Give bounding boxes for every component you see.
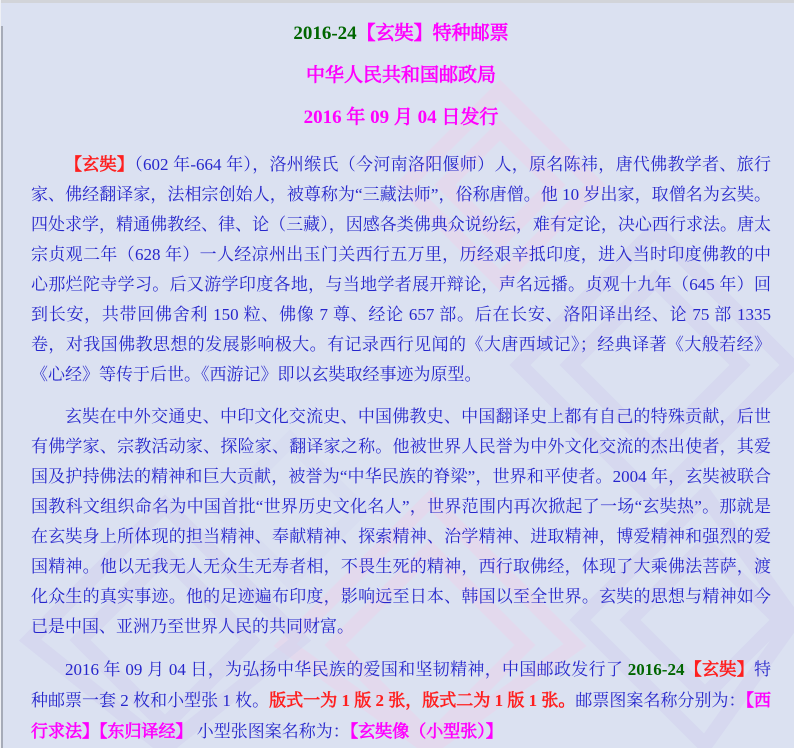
intro-paragraph <box>31 150 776 390</box>
text-segment: 【玄奘像（小型张）】 <box>349 722 503 741</box>
text-segment: 特种邮票一套 2 枚和小型张 1 枚。 <box>31 660 772 710</box>
text-segment: 【玄奘】特种邮票 <box>356 23 509 44</box>
text-segment: 版式一为 1 版 2 张，版式二为 1 版 1 张。 <box>269 691 576 710</box>
text-segment: 【西行求法】【东归译经】 <box>31 691 772 741</box>
text-segment: 中华人民共和国邮政局 <box>305 65 496 86</box>
text-segment: 2016-24 <box>293 23 357 44</box>
title-line-date <box>31 108 771 128</box>
issue-paragraph <box>31 654 771 747</box>
text-segment: （602 年-664 年），洛州缑氏（今河南洛阳偃师）人，原名陈祎，唐代佛教学者、旅行家、佛经翻译家，法相宗创始人，被尊称为“三藏法师”，俗称唐僧。他 10 岁出家，取僧名为玄奘。四处求学，精通佛教经、律、论（三藏），因感各类佛典众说纷纭，难有定论，决心西行求法。唐太宗贞观二年（628 年）一人经凉州出玉门关西行五万里，历经艰辛抵印度，进入当时印度佛教的中心那烂陀寺学习。后又游学印度各地，与当地学者展开辩论，声名远播。贞观十九年（645 年）回到长安，共带回佛舍利 150 粒、佛像 7 尊、经论 657 部。后在长安、洛阳译出经、论 75 部 1335 卷，对我国佛教思想的发展影响极大。有记录西行见闻的《大唐西域记》；经典译著《大般若经》《心经》等传于后世。《西游记》即以玄奘取经事迹为原型。 <box>31 155 776 384</box>
text-segment: 2016 年 09 月 04 日，为弘扬中华民族的爱国和坚韧精神，中国邮政发行了 <box>65 660 628 679</box>
title-line-issue <box>31 24 771 44</box>
window-left-edge <box>1 26 3 748</box>
text-segment: 2016-24 <box>627 660 685 679</box>
text-segment: 玄奘在中外交通史、中印文化交流史、中国佛教史、中国翻译史上都有自己的特殊贡献，后世有佛学家、宗教活动家、探险家、翻译家之称。他被世界人民誉为中外文化交流的杰出使者，其爱国及护持佛法的精神和巨大贡献，被誉为“中华民族的脊梁”，世界和平使者。2004 年，玄奘被联合国教科文组织命名为中国首批“世界历史文化名人”，世界范围内再次掀起了一场“玄奘热”。那就是在玄奘身上所体现的担当精神、奉献精神、探索精神、治学精神、进取精神，博爱精神和强烈的爱国精神。他以无我无人无众生无寿者相，不畏生死的精神，西行取佛经，体现了大乘佛法菩萨，渡化众生的真实事迹。他的足迹遍布印度，影响远至日本、韩国以至全世界。玄奘的思想与精神如今已是中国、亚洲乃至世界人民的共同财富。 <box>31 407 771 636</box>
text-segment: 小型张图案名称为： <box>192 722 350 741</box>
title-line-authority <box>31 66 771 86</box>
text-segment: 邮票图案名称分别为： <box>575 691 746 710</box>
window-top-edge <box>0 0 794 3</box>
text-segment: 【玄奘】 <box>65 155 135 174</box>
text-segment: 2016 年 09 月 04 日发行 <box>303 107 499 128</box>
text-segment: 【玄奘】 <box>684 660 755 679</box>
contribution-paragraph <box>31 402 771 642</box>
